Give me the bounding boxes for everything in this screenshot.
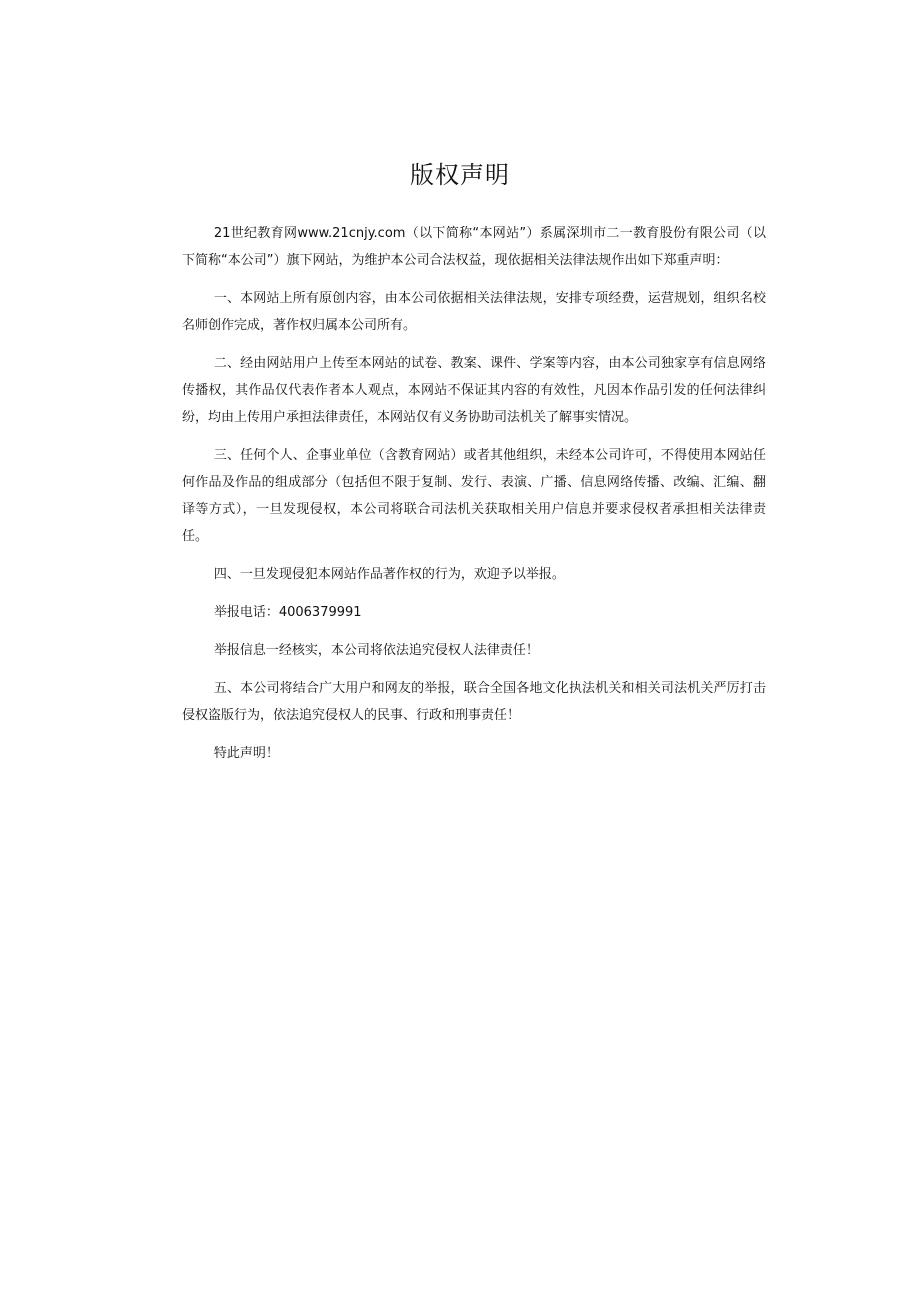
- closing-paragraph: 特此声明！: [213, 746, 279, 761]
- report-verify-paragraph: 举报信息一经核实，本公司将依法追究侵权人法律责任！: [213, 643, 539, 658]
- document-title: 版权声明: [410, 161, 510, 189]
- clause-1-paragraph: 一、本网站上所有原创内容，由本公司依据相关法律法规，安排专项经费，运营规划，组织名校名师创作完成，著作权归属本公司所有。: [182, 291, 766, 333]
- intro-paragraph: 21世纪教育网www.21cnjy.com（以下简称“本网站”）系属深圳市二一教育股份有限公司（以下简称“本公司”）旗下网站，为维护本公司合法权益，现依据相关法律法规作出如下郑重声明：: [182, 226, 766, 268]
- report-phone-paragraph: 举报电话：4006379991: [213, 605, 362, 620]
- clause-5-paragraph: 五、本公司将结合广大用户和网友的举报，联合全国各地文化执法机关和相关司法机关严厉打击侵权盗版行为，依法追究侵权人的民事、行政和刑事责任！: [182, 681, 766, 723]
- clause-2-paragraph: 二、经由网站用户上传至本网站的试卷、教案、课件、学案等内容，由本公司独家享有信息网络传播权，其作品仅代表作者本人观点，本网站不保证其内容的有效性，凡因本作品引发的任何法律纠纷，均由上传用户承担法律责任，本网站仅有义务协助司法机关了解事实情况。: [182, 356, 766, 425]
- clause-3-paragraph: 三、任何个人、企事业单位（含教育网站）或者其他组织，未经本公司许可，不得使用本网站任何作品及作品的组成部分（包括但不限于复制、发行、表演、广播、信息网络传播、改编、汇编、翻译等方式），一旦发现侵权，本公司将联合司法机关获取相关用户信息并要求侵权者承担相关法律责任。: [182, 448, 766, 544]
- document-body: [182, 220, 766, 778]
- clause-4-paragraph: 四、一旦发现侵犯本网站作品著作权的行为，欢迎予以举报。: [213, 567, 565, 582]
